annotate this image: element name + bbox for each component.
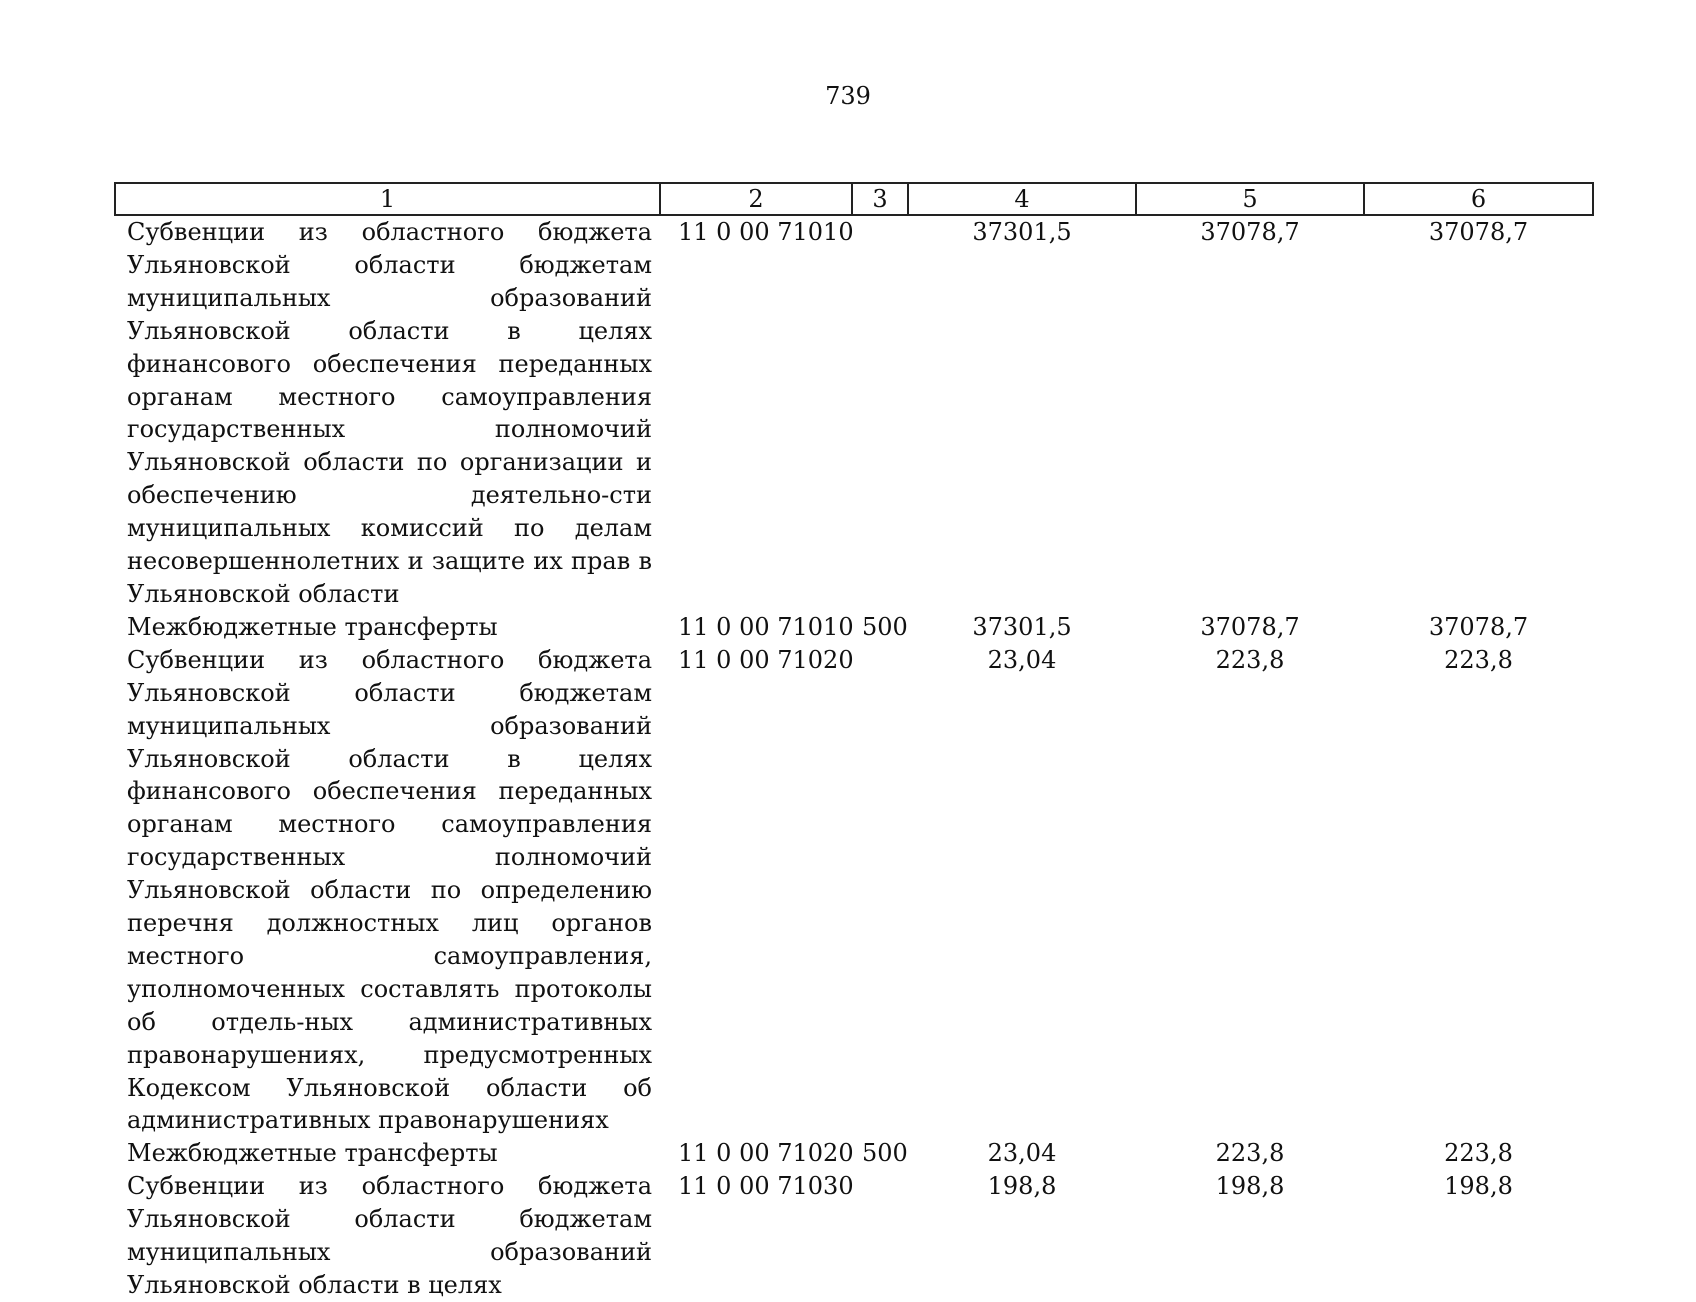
row-value-6: 37078,7 bbox=[1428, 218, 1529, 246]
table-row bbox=[115, 611, 1593, 644]
header-col-1: 1 bbox=[115, 183, 660, 215]
row-value-5: 223,8 bbox=[1215, 1139, 1285, 1168]
row-value-4: 23,04 bbox=[987, 1139, 1057, 1168]
row-code: 11 0 00 71020 bbox=[678, 1139, 854, 1168]
row-value-4: 37301,5 bbox=[972, 612, 1072, 641]
table-row bbox=[115, 644, 1593, 1138]
row-kind bbox=[852, 1170, 908, 1302]
row-value-5: 223,8 bbox=[1215, 645, 1285, 674]
table-row bbox=[115, 1137, 1593, 1170]
header-row bbox=[115, 183, 1593, 215]
header-col-6: 6 bbox=[1364, 183, 1593, 215]
table-row bbox=[115, 215, 1593, 611]
row-code: 11 0 00 71020 bbox=[678, 645, 854, 674]
row-value-5: 37078,7 bbox=[1200, 218, 1300, 246]
table-header bbox=[115, 183, 1593, 215]
row-description: Межбюджетные трансферты bbox=[127, 612, 498, 641]
row-code: 11 0 00 71030 bbox=[678, 1172, 854, 1201]
row-value-6: 223,8 bbox=[1444, 1139, 1513, 1168]
table-body bbox=[115, 215, 1593, 1302]
header-col-2: 2 bbox=[660, 183, 852, 215]
row-kind: 500 bbox=[862, 1139, 908, 1168]
row-value-4: 37301,5 bbox=[972, 218, 1072, 246]
row-value-5: 198,8 bbox=[1215, 1172, 1285, 1201]
row-description: Субвенции из областного бюджета Ульяновской области бюджетам муниципальных образований Ульяновской области в целях финансового обеспечения переданных органам местного самоуправления государственных полномочий Ульяновской области по определению перечня должностных лиц органов местного самоуправления, уполномоченных составлять протоколы об отдель-ных административных правонарушениях, предусмотренных Кодексом Ульяновской области об административных правонарушениях bbox=[127, 645, 652, 1135]
table-row bbox=[115, 1170, 1593, 1302]
row-value-4: 198,8 bbox=[987, 1172, 1057, 1201]
row-kind: 500 bbox=[862, 612, 908, 641]
row-value-6: 223,8 bbox=[1444, 645, 1513, 674]
header-col-3: 3 bbox=[852, 183, 908, 215]
row-description: Субвенции из областного бюджета Ульяновской области бюджетам муниципальных образований Ульяновской области в целях bbox=[127, 1172, 652, 1299]
row-value-4: 23,04 bbox=[987, 645, 1057, 674]
row-code: 11 0 00 71010 bbox=[678, 218, 854, 246]
row-value-6: 37078,7 bbox=[1428, 612, 1529, 641]
row-value-5: 37078,7 bbox=[1200, 612, 1300, 641]
header-col-4: 4 bbox=[908, 183, 1136, 215]
row-code: 11 0 00 71010 bbox=[678, 612, 854, 641]
row-description: Межбюджетные трансферты bbox=[127, 1139, 498, 1168]
header-col-5: 5 bbox=[1136, 183, 1364, 215]
row-value-6: 198,8 bbox=[1444, 1172, 1513, 1201]
row-kind bbox=[852, 644, 908, 1138]
row-kind bbox=[852, 215, 908, 611]
budget-table bbox=[114, 182, 1594, 1302]
row-description: Субвенции из областного бюджета Ульяновской области бюджетам муниципальных образований Ульяновской области в целях финансового обеспечения переданных органам местного самоуправления государственных полномочий Ульяновской области по организации и обеспечению деятельно-сти муниципальных комиссий по делам несовершеннолетних и защите их прав в Ульяновской области bbox=[127, 218, 652, 608]
page-number: 739 bbox=[825, 82, 871, 110]
